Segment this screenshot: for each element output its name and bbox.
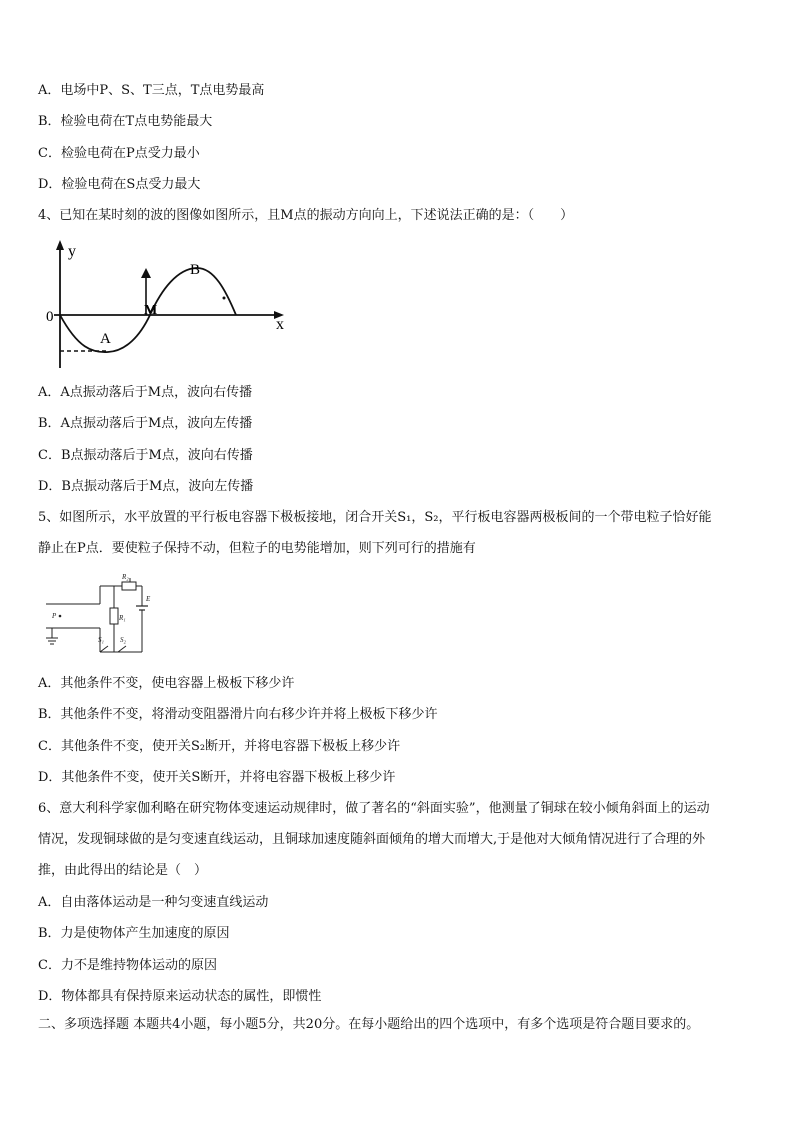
q3-option-b: B．检验电荷在T点电势能最大 [38, 114, 213, 129]
q4-option-b: B．A点振动落后于M点，波向左传播 [38, 416, 253, 431]
point-dot [223, 297, 226, 300]
label-r1: R₁ [119, 614, 126, 622]
y-axis-label: y [68, 243, 76, 260]
q3-option-c: C．检验电荷在P点受力最小 [38, 146, 200, 161]
q4-option-d: D．B点振动落后于M点，波向左传播 [38, 479, 254, 494]
circuit-figure [38, 570, 168, 665]
q4-option-a: A．A点振动落后于M点，波向右传播 [38, 385, 253, 400]
x-axis-label: x [276, 316, 284, 333]
q6-option-a: A．自由落体运动是一种匀变速直线运动 [38, 895, 269, 910]
label-e: E [146, 595, 151, 603]
point-m-label: M [144, 303, 158, 318]
origin-label: 0 [46, 309, 54, 325]
q4-stem: 4、已知在某时刻的波的图像如图所示，且M点的振动方向向上，下述说法正确的是：（ ） [38, 208, 574, 223]
q6-stem-line-1: 6、意大利科学家伽利略在研究物体变速运动规律时，做了著名的“斜面实验”，他测量了铜球在较小倾角斜面上的运动 [38, 801, 710, 816]
label-r2: R₂ [122, 573, 129, 581]
label-s1: S₁ [98, 636, 104, 644]
label-s2: S₂ [120, 636, 126, 644]
switch-s1 [100, 646, 108, 652]
q6-option-b: B．力是使物体产生加速度的原因 [38, 926, 230, 941]
q5-option-c: C．其他条件不变，使开关S₂断开，并将电容器下极板上移少许 [38, 739, 401, 754]
q3-option-d: D．检验电荷在S点受力最大 [38, 177, 201, 192]
q4-option-c: C．B点振动落后于M点，波向右传播 [38, 448, 253, 463]
y-axis-arrow [56, 240, 64, 250]
switch-s2 [118, 646, 126, 652]
q5-stem-line-2: 静止在P点．要使粒子保持不动，但粒子的电势能增加，则下列可行的措施有 [38, 541, 476, 556]
wave-figure [40, 236, 300, 376]
m-arrow-head [141, 268, 151, 278]
q3-option-a: A．电场中P、S、T三点，T点电势最高 [38, 83, 265, 98]
q6-option-c: C．力不是维持物体运动的原因 [38, 958, 217, 973]
label-p: P [52, 612, 57, 620]
resistor-r1 [110, 608, 118, 624]
q6-stem-line-2: 情况，发现铜球做的是匀变速直线运动，且铜球加速度随斜面倾角的增大而增大,于是他对大倾角情况进行了合理的外 [38, 832, 706, 847]
q5-option-d: D．其他条件不变，使开关S断开，并将电容器下极板上移少许 [38, 770, 396, 785]
particle-p [59, 615, 62, 618]
q5-stem-line-1: 5、如图所示，水平放置的平行板电容器下极板接地，闭合开关S₁，S₂，平行板电容器两极板间的一个带电粒子恰好能 [38, 510, 712, 525]
section-2-heading: 二、多项选择题 本题共4小题，每小题5分，共20分。在每小题给出的四个选项中，有多个选项是符合题目要求的。 [38, 1017, 700, 1032]
point-a-label: A [100, 331, 111, 347]
q6-option-d: D．物体都具有保持原来运动状态的属性，即惯性 [38, 989, 322, 1004]
point-b-label: B [190, 262, 201, 278]
q6-stem-line-3: 推，由此得出的结论是（ ） [38, 863, 208, 878]
q5-option-a: A．其他条件不变，使电容器上极板下移少许 [38, 676, 295, 691]
resistor-r2 [122, 582, 136, 590]
q5-option-b: B．其他条件不变，将滑动变阻器滑片向右移少许并将上极板下移少许 [38, 707, 438, 722]
